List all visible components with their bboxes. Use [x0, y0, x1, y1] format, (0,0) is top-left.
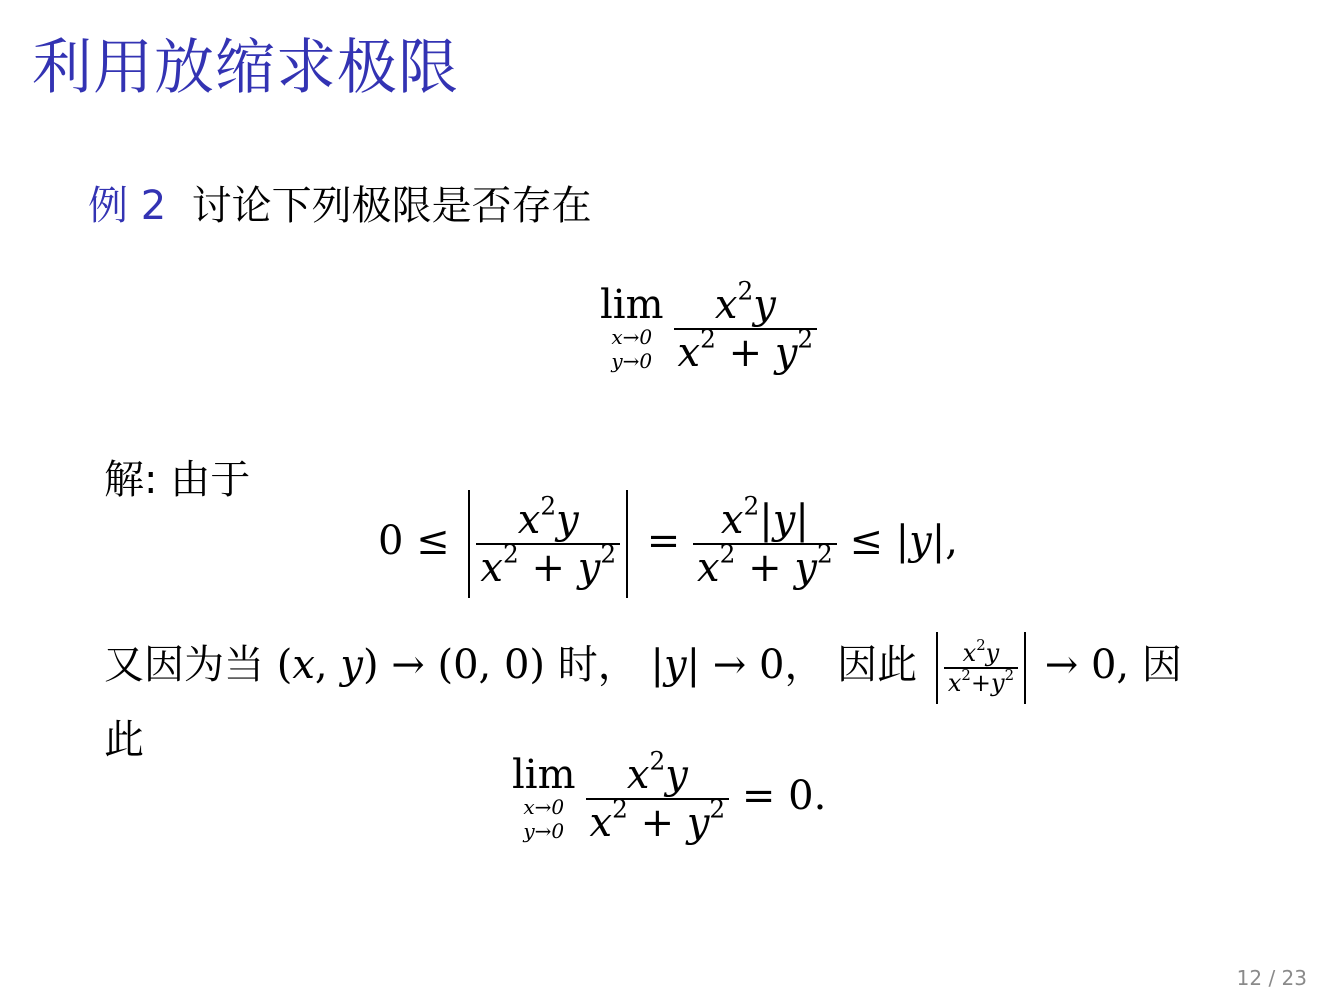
reasoning-line-wrap: 此 [104, 717, 144, 763]
formula-limit-question [600, 276, 817, 376]
formula-limit-result: lim x→0 y→0 $\frac{x^2y}{x^2 + y^2}$ = 0. [512, 746, 827, 846]
reasoning-line: 又因为当 (x, y) → (0, 0) 时， |y| → 0， 因此 $\frac{x^2y}{x^2+y^2}$ → 0, 因 [104, 632, 1182, 704]
example-label: 例 2 [88, 183, 167, 229]
slide-title: 利用放缩求极限 [32, 33, 459, 103]
page-number: 12 / 23 [1236, 966, 1307, 990]
fraction: $\frac{x^2y}{x^2 + y^2}$ [674, 282, 818, 376]
formula-inequality: 0 ≤ $\frac{x^2y}{x^2 + y^2}$ = $\frac{x^2|y|}{x^2 + y^2}$ ≤ |y|, [378, 490, 958, 598]
example-statement [88, 183, 592, 229]
solution-label: 解: 由于 [104, 457, 251, 503]
lim-operator: lim x→0 y→0 [512, 752, 576, 843]
lim-operator: lim x→0 y→0 [600, 282, 664, 373]
example-text: 讨论下列极限是否存在 [191, 183, 592, 229]
